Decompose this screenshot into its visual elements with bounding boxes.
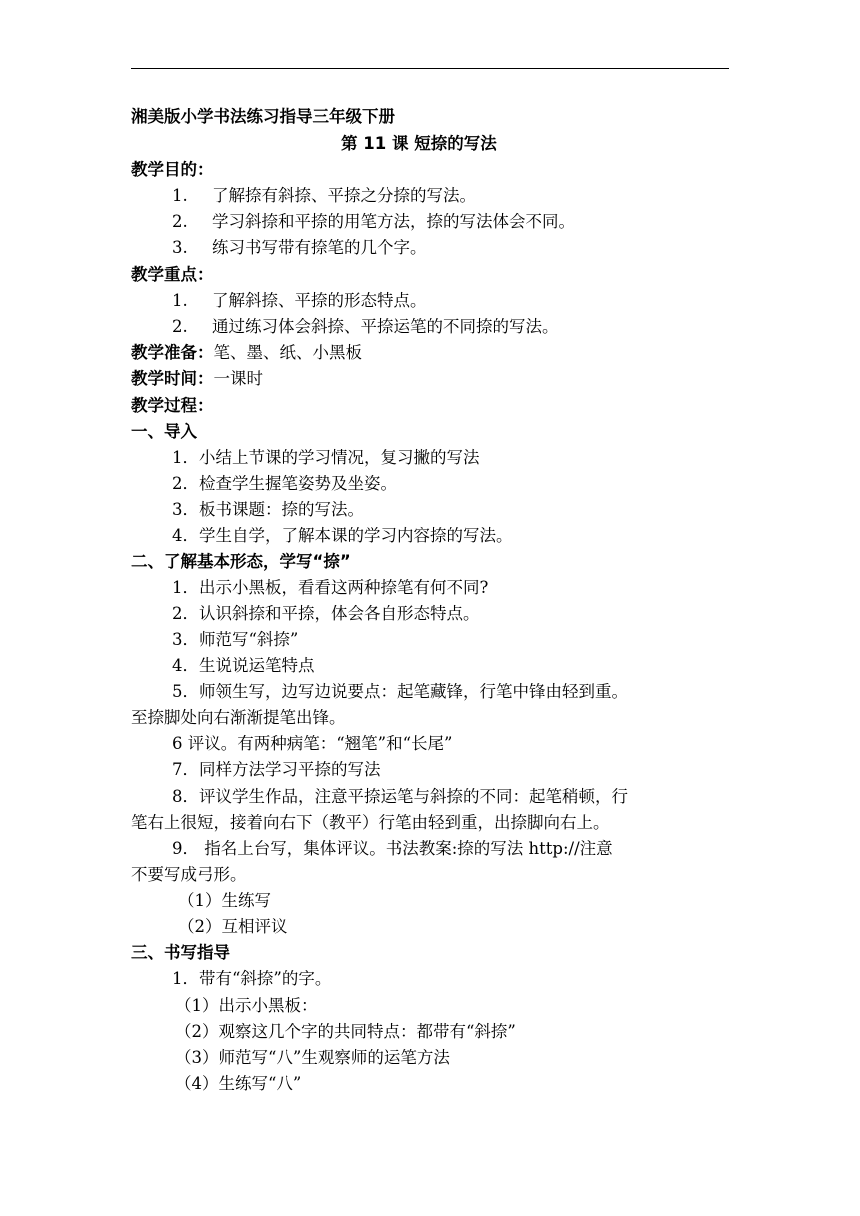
key-text: 了解斜捺、平捺的形态特点。 [212,291,427,310]
list-item: 3．师范写“斜捺” [172,630,299,649]
prep-heading: 教学准备： [131,343,214,362]
list-item: 3．板书课题：捺的写法。 [172,500,364,519]
list-item: 7．同样方法学习平捺的写法 [172,760,381,779]
list-item-continued: 不要写成弓形。 [131,865,247,884]
list-item: 4．学生自学，了解本课的学习内容捺的写法。 [172,526,513,545]
section-3-title: 三、书写指导 [131,943,230,962]
sub-item: （4）生练写“八” [175,1074,302,1093]
key-item [172,288,427,314]
list-item-continued: 至捺脚处向右渐渐提笔出锋。 [131,708,346,727]
doc-title: 湘美版小学书法练习指导三年级下册 [131,107,395,126]
list-item: 5．师领生写，边写边说要点：起笔藏锋，行笔中锋由轻到重。 [172,682,628,701]
section-2-title: 二、了解基本形态，学写“捺” [131,552,351,571]
time-heading: 教学时间： [131,369,214,388]
key-num: 1. [172,291,188,310]
goal-num: 1. [172,186,188,205]
prep-line [131,340,362,366]
time-text: 一课时 [213,369,263,388]
list-item: 6 评议。有两种病笔：“翘笔”和“长尾” [172,734,453,753]
section-1-title: 一、导入 [131,422,197,441]
goal-item [172,209,575,235]
process-heading: 教学过程： [131,396,214,415]
list-item: 1．带有“斜捺”的字。 [172,969,332,988]
list-item: 1．小结上节课的学习情况，复习撇的写法 [172,448,480,467]
lesson-title: 第 11 课 短捺的写法 [341,134,497,153]
goal-text: 了解捺有斜捺、平捺之分捺的写法。 [212,186,476,205]
header-rule [131,68,729,69]
list-item: 2．认识斜捺和平捺，体会各自形态特点。 [172,604,480,623]
sub-item: （2）互相评议 [178,917,288,936]
key-item [172,314,559,340]
list-item-continued: 笔右上很短，接着向右下（教平）行笔由轻到重，出捺脚向右上。 [131,813,610,832]
goals-heading: 教学目的： [131,160,214,179]
time-line [131,366,263,392]
sub-item: （1）生练写 [178,891,271,910]
list-item: 2．检查学生握笔姿势及坐姿。 [172,474,397,493]
goal-text: 学习斜捺和平捺的用笔方法，捺的写法体会不同。 [212,212,575,231]
prep-text: 笔、墨、纸、小黑板 [213,343,362,362]
list-item: 8．评议学生作品，注意平捺运笔与斜捺的不同：起笔稍顿，行 [172,787,628,806]
key-text: 通过练习体会斜捺、平捺运笔的不同捺的写法。 [212,317,559,336]
goal-item [172,235,427,261]
list-item: 1．出示小黑板，看看这两种捺笔有何不同? [172,578,489,597]
list-item: 9． 指名上台写，集体评议。书法教案:捺的写法 http://注意 [172,839,613,858]
sub-item: （2）观察这几个字的共同特点：都带有“斜捺” [175,1022,516,1041]
goal-num: 2. [172,212,188,231]
sub-item: （1）出示小黑板： [175,996,318,1015]
list-item: 4．生说说运笔特点 [172,656,315,675]
sub-item: （3）师范写“八”生观察师的运笔方法 [175,1048,450,1067]
goal-text: 练习书写带有捺笔的几个字。 [212,238,427,257]
goal-item [172,183,476,209]
goal-num: 3. [172,238,188,257]
key-num: 2. [172,317,188,336]
keys-heading: 教学重点： [131,265,214,284]
